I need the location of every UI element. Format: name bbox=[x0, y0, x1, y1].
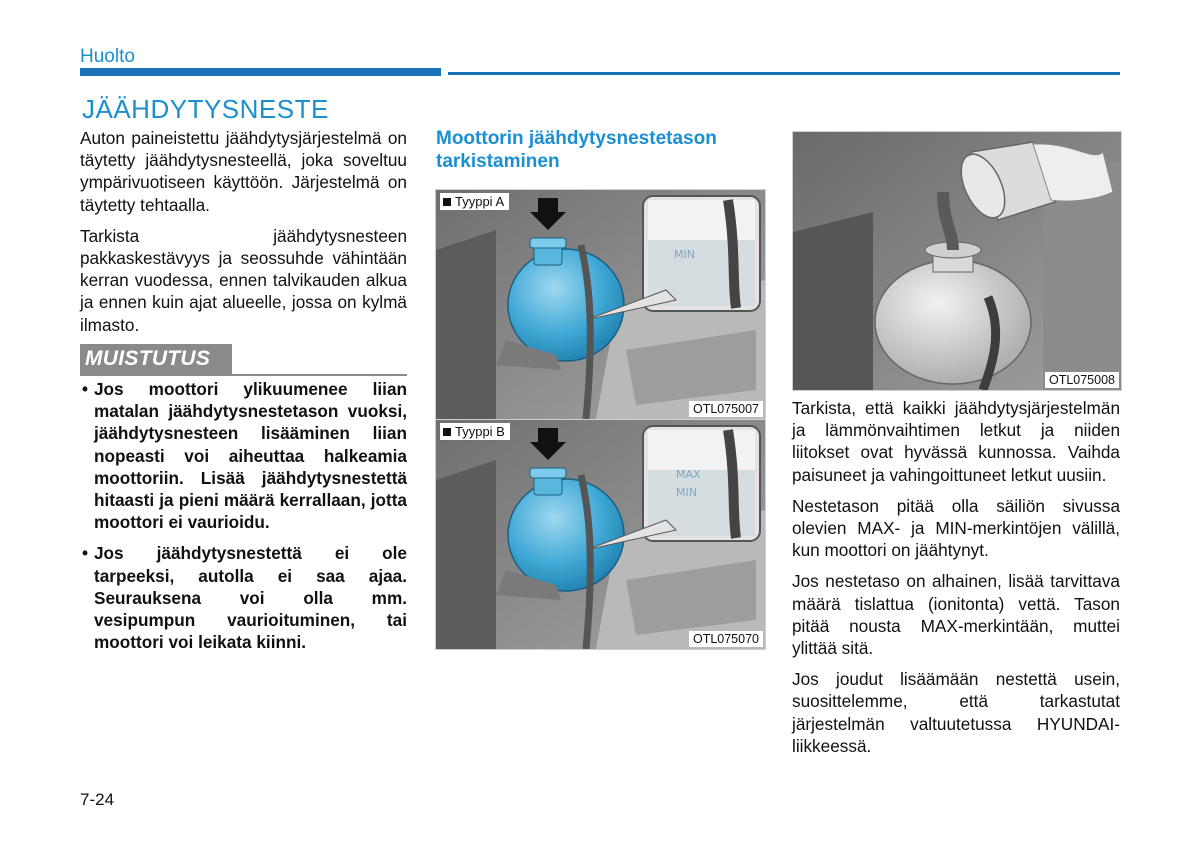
max-mark: MAX bbox=[676, 468, 701, 481]
paragraph: Nestetason pitää olla säiliön sivussa olevien MAX- ja MIN-merkintöjen välillä, kun moottori on jäähtynyt. bbox=[792, 495, 1120, 561]
figure-type-b bbox=[435, 419, 766, 650]
coolant-reservoir-illustration bbox=[436, 420, 765, 649]
paragraph: Jos nestetaso on alhainen, lisää tarvittava määrä tislattua (ionitonta) vettä. Tason pitää nousta MAX-merkintään, muttei ylittää sitä. bbox=[792, 571, 1120, 659]
figure-tag: Tyyppi B bbox=[440, 423, 510, 440]
min-mark: MIN bbox=[676, 486, 697, 499]
header-rule-light bbox=[448, 72, 1120, 75]
figure-code: OTL075008 bbox=[1045, 372, 1119, 388]
coolant-reservoir-illustration bbox=[436, 190, 765, 419]
header-rule-dark bbox=[80, 68, 441, 76]
subheading: Moottorin jäähdytysnestetason tarkistaminen bbox=[436, 128, 717, 172]
figure-tag: Tyyppi A bbox=[440, 193, 509, 210]
figure-refill bbox=[792, 131, 1122, 391]
page-number: 7-24 bbox=[80, 790, 115, 809]
page-title: JÄÄHDYTYSNESTE bbox=[82, 94, 329, 124]
paragraph: Jos joudut lisäämään nestettä usein, suosittelemme, että tarkastutat järjestelmän valtuutetussa HYUNDAI-liikkeessä. bbox=[792, 669, 1120, 756]
figure-code: OTL075007 bbox=[689, 401, 763, 417]
min-mark: MIN bbox=[674, 248, 695, 261]
note-item: • Jos moottori ylikuumenee liian matalan jäähdytysnestetason vuoksi, jäähdytysnesteen lisääminen liian nopeasti voi aiheuttaa halkeamia moottoriin. Lisää jäähdytysnestettä hitaasti ja pieni määrä kerrallaan, jotta moottori ei vaurioidu. bbox=[80, 378, 407, 533]
intro-text bbox=[80, 127, 407, 345]
note-item: • Jos jäähdytysnestettä ei ole tarpeeksi, autolla ei saa ajaa. Seurauksena voi olla mm. vesipumpun vaurioituminen, tai moottori voi leikata kiinni. bbox=[80, 542, 407, 653]
paragraph: Tarkista jäähdytysnesteen pakkaskestävyys ja seossuhde vähintään kerran vuodessa, ennen talvikauden alkua ja ennen kuin ajat alueelle, jossa on kylmä ilmasto. bbox=[80, 225, 407, 335]
figure-type-a bbox=[435, 189, 766, 420]
figure-code: OTL075070 bbox=[689, 631, 763, 647]
note-list bbox=[80, 378, 407, 662]
inspection-text bbox=[792, 397, 1120, 766]
paragraph: Auton paineistettu jäähdytysjärjestelmä on täytetty jäähdytysnesteellä, joka soveltuu ympärivuotiseen käyttöön. Järjestelmä on täytetty tehtaalla. bbox=[80, 128, 407, 215]
paragraph: Tarkista, että kaikki jäähdytysjärjestelmän ja lämmönvaihtimen letkut ja niiden liitokset ovat hyvässä kunnossa. Vaihda paisuneet ja vahingoittuneet letkut uusiin. bbox=[792, 398, 1120, 485]
refill-illustration bbox=[793, 132, 1121, 390]
section-label: Huolto bbox=[80, 46, 135, 67]
note-badge: MUISTUTUS bbox=[80, 344, 232, 374]
note-rule bbox=[80, 374, 407, 376]
